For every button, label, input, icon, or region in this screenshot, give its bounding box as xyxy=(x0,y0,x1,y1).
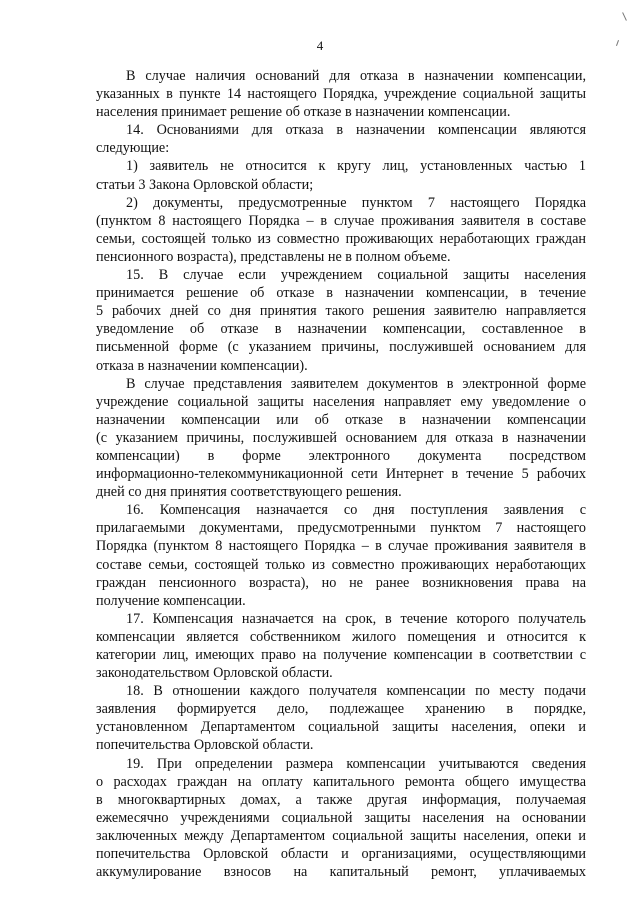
text-line: отказа в назначении компенсации). xyxy=(96,357,308,374)
paragraph xyxy=(96,375,586,502)
text-line: заявления формируется дело, подлежащее хранению в порядке, xyxy=(96,701,586,718)
text-line: в многоквартирных домах, а также другая информация, получаемая xyxy=(96,791,586,808)
text-line: 16. Компенсация назначается со дня поступления заявления с xyxy=(126,502,586,519)
text-line: пенсионного возраста), представлены не в полном объеме. xyxy=(96,248,451,265)
text-line: 18. В отношении каждого получателя компенсации по месту подачи xyxy=(126,683,586,700)
text-line: 14. Основаниями для отказа в назначении компенсации являются xyxy=(126,122,586,139)
text-line: Порядка (пунктом 8 настоящего Порядка – в случае проживания заявителя в xyxy=(96,538,586,555)
text-line: граждан пенсионного возраста), но не ранее возникновения права на xyxy=(96,574,586,591)
text-line: статьи 3 Закона Орловской области; xyxy=(96,176,314,193)
text-line: заключенных между Департаментом социальной защиты населения, опеки и xyxy=(96,827,586,844)
text-line: категории лиц, имеющих право на получение компенсации в соответствии с xyxy=(96,647,586,663)
text-line: прилагаемыми документами, предусмотренными пунктом 7 настоящего xyxy=(96,520,586,537)
text-line: попечительства Орловской области. xyxy=(96,737,314,754)
paragraph xyxy=(96,266,586,375)
text-line: информационно-телекоммуникационной сети Интернет в течение 5 рабочих xyxy=(96,466,586,483)
text-line: 5 рабочих дней со дня принятия такого решения заявителю направляется xyxy=(96,303,586,320)
text-line: (пунктом 8 настоящего Порядка – в случае проживания заявителя в составе xyxy=(96,212,586,229)
text-line: 19. При определении размера компенсации учитываются сведения xyxy=(126,755,586,772)
page-number: 4 xyxy=(316,38,324,53)
paragraph xyxy=(96,610,586,682)
text-line: принимается решение об отказе в назначении компенсации, в течение xyxy=(96,285,586,302)
text-line: В случае представления заявителем документов в электронной форме xyxy=(126,375,586,392)
text-line: населения принимает решение об отказе в назначении компенсации. xyxy=(96,104,511,121)
paragraph xyxy=(96,121,586,157)
text-line: компенсации) в форме электронного документа посредством xyxy=(96,447,586,464)
text-line: (с указанием причины, послужившей основанием для отказа в назначении xyxy=(96,429,586,446)
text-line: 1) заявитель не относится к кругу лиц, установленных частью 1 xyxy=(126,158,586,175)
text-line: установленном Департаментом социальной защиты населения, опеки и xyxy=(96,719,586,736)
text-line: 17. Компенсация назначается на срок, в течение которого получатель xyxy=(126,610,586,627)
paragraph xyxy=(96,67,586,121)
text-line: законодательством Орловской области. xyxy=(96,665,333,682)
text-line: компенсации является собственником жилого помещения и относится к xyxy=(96,628,586,645)
text-line: назначении компенсации или об отказе в назначении компенсации xyxy=(96,411,586,428)
paragraph xyxy=(96,157,586,193)
paragraph xyxy=(96,755,586,882)
text-line: уведомление об отказе в назначении компенсации, составленное в xyxy=(96,321,586,338)
text-line: 2) документы, предусмотренные пунктом 7 настоящего Порядка xyxy=(126,194,586,211)
paragraph xyxy=(96,501,586,610)
text-line: дней со дня принятия соответствующего решения. xyxy=(96,484,402,501)
text-line: 15. В случае если учреждением социальной защиты населения xyxy=(126,267,586,284)
text-line: ежемесячно учреждениями социальной защиты населения на основании xyxy=(96,809,586,826)
text-line: указанных в пункте 14 настоящего Порядка, учреждение социальной защиты xyxy=(96,86,586,103)
text-line: составе семьи, состоящей только из совместно проживающих неработающих xyxy=(96,556,586,573)
text-line: учреждение социальной защиты населения направляет ему уведомление о xyxy=(96,393,586,410)
paragraph xyxy=(96,194,586,266)
paragraph xyxy=(96,682,586,754)
text-line: получение компенсации. xyxy=(96,592,246,609)
text-line: письменной форме (с указанием причины, послужившей основанием для xyxy=(96,339,586,356)
text-line: попечительства Орловской области и организациями, осуществляющими xyxy=(96,846,586,863)
text-line: о расходах граждан на оплату капитального ремонта общего имущества xyxy=(96,773,586,790)
scan-mark xyxy=(622,12,627,21)
text-line: аккумулирование взносов на капитальный ремонт, уплачиваемых xyxy=(96,864,586,881)
document-body xyxy=(96,67,586,881)
text-line: следующие: xyxy=(96,140,170,157)
text-line: семьи, состоящей только из совместно проживающих неработающих граждан xyxy=(96,230,586,247)
text-line: В случае наличия оснований для отказа в назначении компенсации, xyxy=(126,68,586,84)
